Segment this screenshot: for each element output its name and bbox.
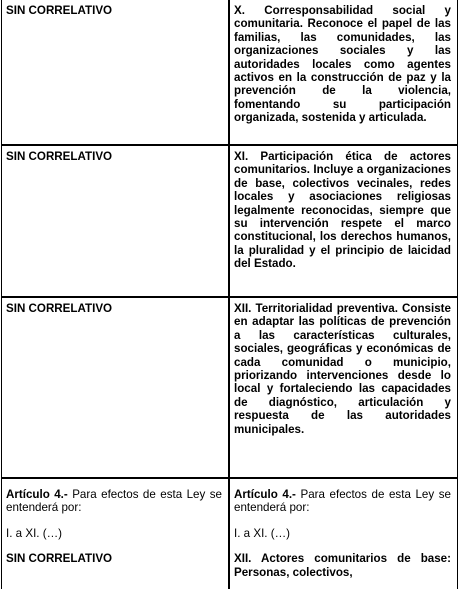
article-sub-items: I. a XI. (…) [6, 526, 63, 540]
row-divider [1, 477, 458, 479]
column-divider [228, 0, 230, 589]
article-sub-items: I. a XI. (…) [234, 526, 291, 540]
row-3-left-cell: SIN CORRELATIVO [6, 302, 113, 315]
row-divider [1, 144, 458, 146]
article-4-right-cell [234, 488, 451, 579]
article-text: Para efectos de esta Ley se entenderá por: [234, 488, 451, 515]
row-2-left-cell: SIN CORRELATIVO [6, 150, 113, 163]
article-last-item: SIN CORRELATIVO [6, 552, 113, 566]
row-3-right-cell: XII. Territorialidad preventiva. Consiste en adaptar las políticas de prevención a las características culturales, sociales, geográficas y económicas de cada comunidad o municipio, priorizando intervenciones desde lo local y fortaleciendo las capacidades de diagnóstico, articulación y respuesta de las autoridades municipales. [234, 302, 451, 436]
article-title: Artículo 4.- [234, 488, 296, 501]
row-divider [1, 296, 458, 298]
row-1-left-cell: SIN CORRELATIVO [6, 4, 113, 17]
article-4-left-cell [6, 488, 222, 566]
row-1-right-cell: X. Corresponsabilidad social y comunitaria. Reconoce el papel de las familias, las comunidades, las organizaciones sociales y las autoridades locales como agentes activos en la construcción de paz y la prevención de la violencia, fomentando su participación organizada, sostenida y articulada. [234, 4, 451, 125]
row-2-right-cell: XI. Participación ética de actores comunitarios. Incluye a organizaciones de base, colectivos vecinales, redes locales y asociaciones religiosas legalmente reconocidas, siempre que su intervención respete el marco constitucional, los derechos humanos, la pluralidad y el principio de laicidad del Estado. [234, 150, 451, 271]
article-title: Artículo 4.- [6, 488, 68, 501]
article-last-item: XII. Actores comunitarios de base: Personas, colectivos, [234, 552, 451, 579]
article-text: Para efectos de esta Ley se entenderá por: [6, 488, 222, 515]
